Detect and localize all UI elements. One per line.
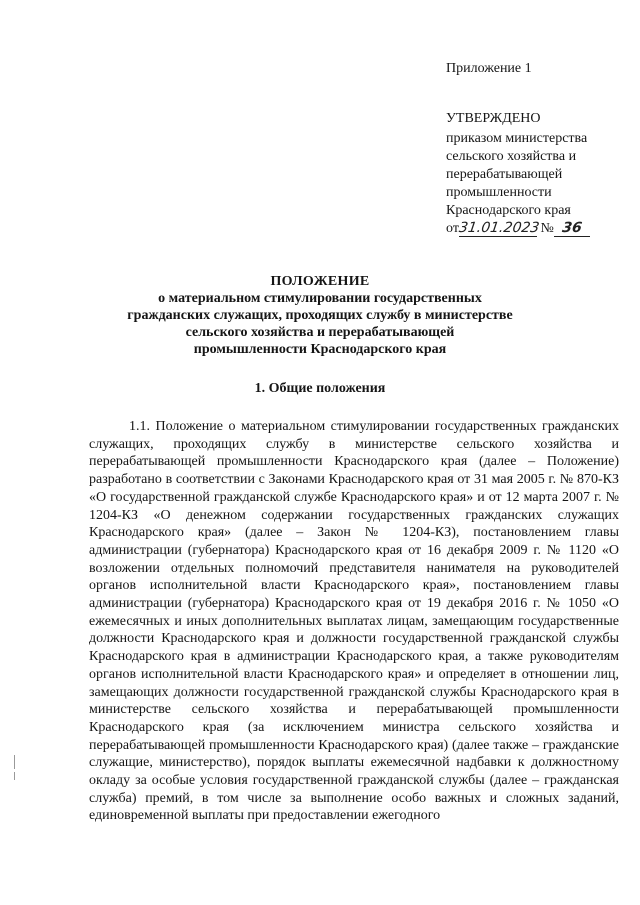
approval-stamp-block — [446, 110, 631, 238]
handwritten-number: 36 — [560, 220, 583, 236]
approved-label: УТВЕРЖДЕНО — [446, 111, 541, 126]
paragraph: 1.1. Положение о материальном стимулировании государственных гражданских служащих, проходящих службу в министерстве сельского хозяйства и перерабатывающей промышленности Краснодарского края (далее – Положение) разработано в соответствии с Законами Краснодарского края от 31 мая 2005 г. № 870-КЗ «О государственной гражданской службе Краснодарского края» и от 12 марта 2007 г. № 1204-КЗ «О денежном содержании государственных гражданских служащих Краснодарского края» (далее – Закон № 1204-КЗ), постановлением главы администрации (губернатора) Краснодарского края от 16 декабря 2009 г. № 1120 «О возложении отдельных полномочий представителя нанимателя на руководителей органов исполнительной власти Краснодарского края», постановлением главы администрации (губернатора) Краснодарского края от 19 декабря 2016 г. № 1050 «О ежемесячных и иных дополнительных выплатах лицам, замещающим государственные должности Краснодарского края и должности государственной гражданской службы Краснодарского края в администрации Краснодарского края, а также руководителям органов исполнительной власти Краснодарского края» и определяет в отношении лиц, замещающих должности государственной гражданской службы Краснодарского края в министерстве сельского хозяйства и перерабатывающей промышленности Краснодарского края (за исключением министра сельского хозяйства и перерабатывающей промышленности Краснодарского края) (далее также – гражданские служащие, министерство), порядок выплаты ежемесячной надбавки к должностному окладу за особые условия государственной гражданской службы (далее – гражданская служба) премий, в том числе за выполнение особо важных и сложных заданий, единовременной выплаты при предоставлении ежегодного — [89, 419, 619, 824]
title-subline: о материальном стимулировании государственных — [158, 291, 482, 306]
scan-margin-mark — [14, 755, 15, 769]
title-subline: гражданских служащих, проходящих службу в министерстве — [127, 308, 513, 323]
number-sign: № — [540, 221, 554, 236]
section-heading: 1. Общие положения — [254, 381, 386, 396]
document-title-block — [60, 273, 580, 358]
title-subline: промышленности Краснодарского края — [193, 342, 447, 357]
appendix-label: Приложение 1 — [446, 61, 532, 76]
scan-margin-mark — [14, 772, 15, 780]
approval-line: перерабатывающей — [446, 167, 563, 182]
approval-date-number-line — [446, 220, 631, 238]
approval-line: приказом министерства — [446, 131, 588, 146]
date-underline — [457, 220, 541, 237]
number-underline — [554, 221, 590, 237]
approval-line: промышленности — [446, 185, 552, 200]
handwritten-date: 31.01.2023 — [457, 220, 541, 236]
approval-line: Краснодарского края — [446, 203, 571, 218]
document-title: ПОЛОЖЕНИЕ — [270, 274, 370, 289]
title-subline: сельского хозяйства и перерабатывающей — [185, 325, 455, 340]
approval-line: сельского хозяйства и — [446, 149, 577, 164]
body-text — [89, 418, 619, 825]
date-prefix: от — [446, 221, 459, 236]
